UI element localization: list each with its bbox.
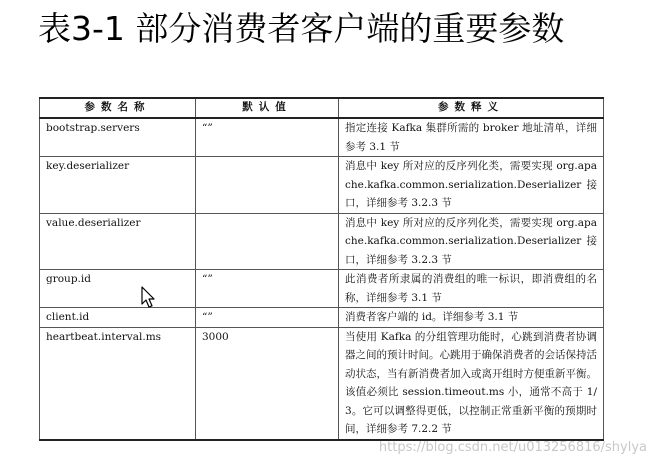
header-default-value: 默认值: [196, 98, 339, 118]
description-cell: 当使用 Kafka 的分组管理功能时，心跳到消费者协调器之间的预计时间。心跳用于确保消费者的会话保持活动状态，当有新消费者加入或离开组时方便重新平衡。该值必须比 session.timeout.ms 小，通常不高于 1/3。它可以调整得更低，以控制正常重新平衡的预期时间，详细参考 7.2.2 节: [339, 327, 604, 440]
param-name-cell: key.deserializer: [40, 157, 196, 214]
default-value-cell: 3000: [196, 327, 339, 440]
header-param-name: 参数名称: [40, 98, 196, 118]
default-value-cell: [196, 213, 339, 270]
watermark: https://blog.csdn.net/u013256816/shylya: [378, 440, 647, 455]
default-value-cell: “”: [196, 270, 339, 308]
description-cell: 消息中 key 所对应的反序列化类，需要实现 org.apache.kafka.common.serialization.Deserializer 接口，详细参考 3.2.3 节: [339, 213, 604, 270]
mouse-cursor-icon: [141, 286, 157, 310]
table-row: [40, 327, 604, 440]
param-name-cell: value.deserializer: [40, 213, 196, 270]
description-cell: 此消费者所隶属的消费组的唯一标识，即消费组的名称，详细参考 3.1 节: [339, 270, 604, 308]
description-cell: 指定连接 Kafka 集群所需的 broker 地址清单，详细参考 3.1 节: [339, 118, 604, 157]
param-name-cell: client.id: [40, 308, 196, 328]
default-value-cell: [196, 157, 339, 214]
param-name-cell: bootstrap.servers: [40, 118, 196, 157]
table-header-row: [40, 98, 604, 118]
description-cell: 消费者客户端的 id。详细参考 3.1 节: [339, 308, 604, 328]
header-description: 参数释义: [339, 98, 604, 118]
table-row: [40, 213, 604, 270]
default-value-cell: “”: [196, 118, 339, 157]
param-name-cell: heartbeat.interval.ms: [40, 327, 196, 440]
default-value-cell: “”: [196, 308, 339, 328]
table-row: [40, 118, 604, 157]
table-row: [40, 270, 604, 308]
param-name-cell: group.id: [40, 270, 196, 308]
table-row: [40, 308, 604, 328]
description-cell: 消息中 key 所对应的反序列化类，需要实现 org.apache.kafka.common.serialization.Deserializer 接口，详细参考 3.2.3 节: [339, 157, 604, 214]
table-row: [40, 157, 604, 214]
page-title: 表3-1 部分消费者客户端的重要参数: [38, 9, 565, 48]
parameters-table: [39, 97, 604, 441]
